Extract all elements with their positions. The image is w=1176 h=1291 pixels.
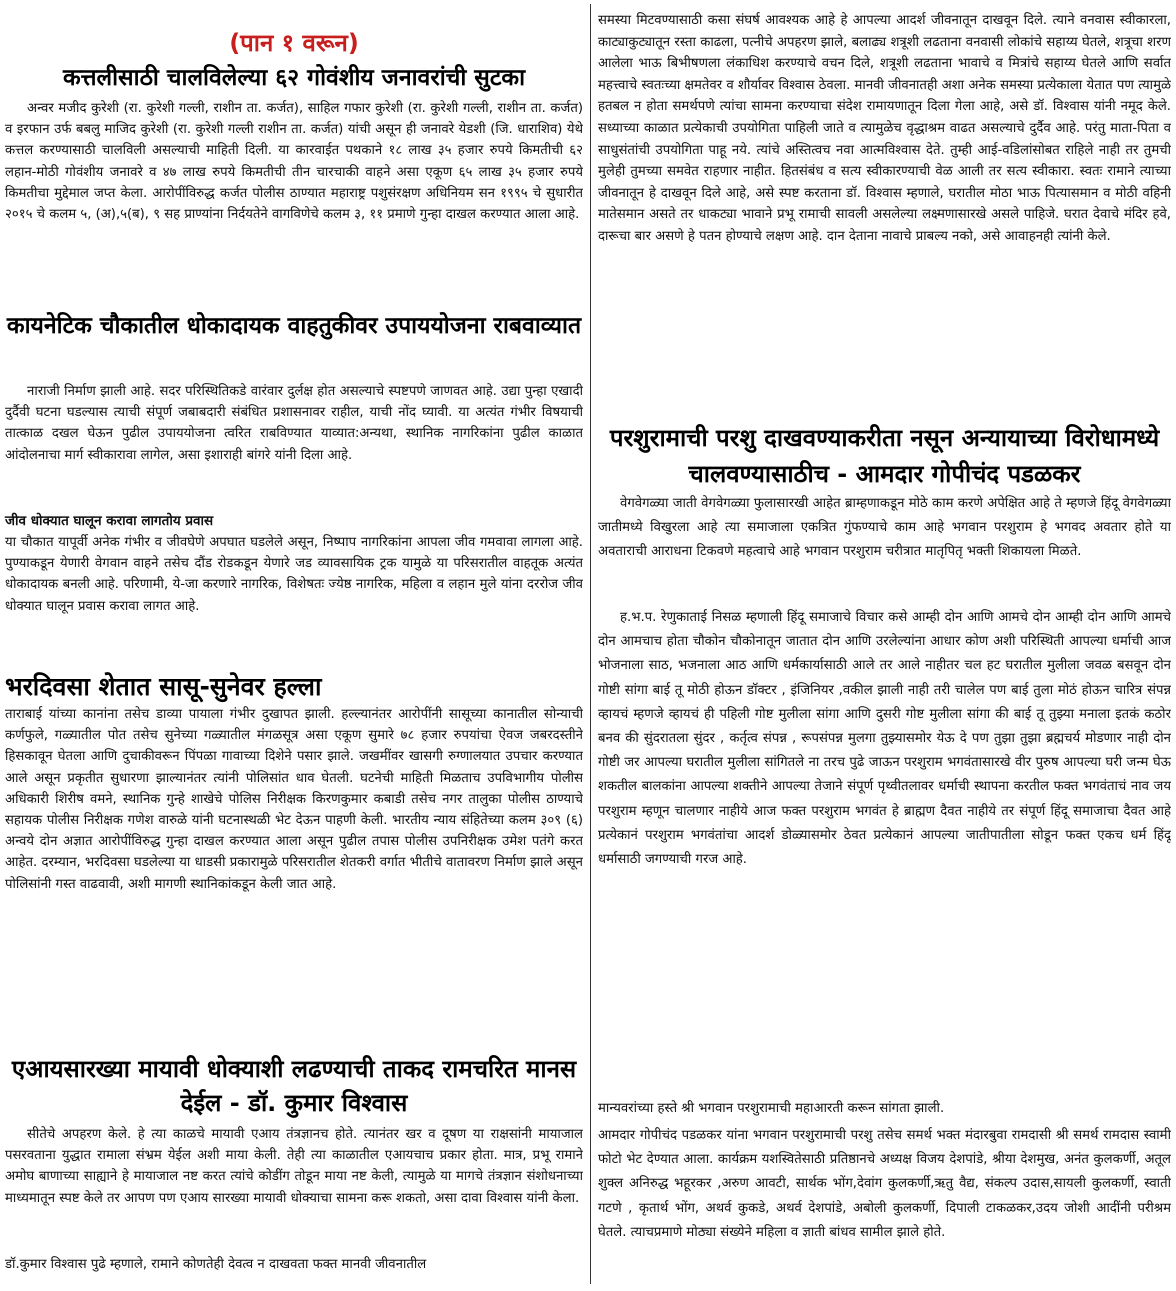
article-ai-body: सीतेचे अपहरण केले. हे त्या काळचे मायावी एआय तंत्रज्ञानच होते. त्यानंतर खर व दूषण या राक्षसांनी मायाजाल पसरवताना युद्धात रामाला संभ्रम येईल अशी माया केली. तेही त्या काळातील एआयचाच प्रकार होता. मात्र, प्रभू रामाने अमोघ बाणाच्या साह्याने हे मायाजाल नष्ट करत त्यांचे कोडींग तोडून माया नष्ट केली, त्यामुळे या मागचे तंत्रज्ञान संशोधनाच्या माध्यमातून स्पष्ट केले तर आपण पण एआय सारख्या मायावी धोक्याचा सामना करू शकतो, असा दावा विश्वास यांनी केला. bbox=[5, 1127, 583, 1206]
article-parshuram-body-4: आमदार गोपीचंद पडळकर यांना भगवान परशुरामाची परशु तसेच समर्थ भक्त मंदारबुवा रामदासी श्री समर्थ रामदास स्वामी फोटो भेट देण्यात आला. कार्यक्रम यशस्वितेसाठी प्रतिष्ठानचे अध्यक्ष विजय देशपांडे, श्रीया देशमुख, अनंत कुलकर्णी, अतूल शुक्ल अनिरुद्ध भहूरकर ,अरुण आवटी, सार्थक भोंग,देवांग कुलकर्णी,ऋतु वैद्य, संकल्प उदास,सायली कुलकर्णी, स्वाती गटणे , कृतार्थ भोंग, अथर्व कुकडे, अथर्व देशपांडे, अबोली कुलकर्णी, दिपाली टाकळकर,उदय जोशी आदींनी परीश्रम घेतले. त्याचप्रमाणे मोठ्या संख्येने महिला व ज्ञाती बांधव सामील झाले होते. bbox=[598, 1128, 1171, 1240]
article-ai-body-2: डॉ.कुमार विश्वास पुढे म्हणाले, रामाने कोणतेही देवत्व न दाखवता फक्त मानवी जीवनातील bbox=[5, 1257, 427, 1272]
article-parshuram-body-3: मान्यवरांच्या हस्ते श्री भगवान परशुरामाची महाआरती करून सांगता झाली. bbox=[598, 1101, 945, 1116]
continued-from-page-1: (पान १ वरून) bbox=[229, 29, 359, 57]
article-kinetic-subheading: जीव धोक्यात घालून करावा लागतोय प्रवास bbox=[5, 513, 214, 529]
article-attack-body: ताराबाई यांच्या कानांना तसेच डाव्या पायाला गंभीर दुखापत झाली. हल्ल्यानंतर आरोपींनी सासूच्या कानातील सोन्याची कर्णफुले, गळ्यातील पोत तसेच सुनेच्या गळ्यातील मंगळसूत्र असा एकूण सुमारे ७८ हजार रुपयांचा ऐवज जबरदस्तीने हिसकावून घेतला आणि दुचाकीवरून पिंपळा गावाच्या दिशेने पसार झाले. जखमींवर खासगी रुग्णालयात उपचार करण्यात आले असून प्रकृतीत सुधारणा झाल्यानंतर त्यांनी पोलिसांत धाव घेतली. घटनेची माहिती मिळताच उपविभागीय पोलीस अधिकारी शिरीष वमने, स्थानिक गुन्हे शाखेचे पोलिस निरीक्षक किरणकुमार कबाडी तसेच नगर तालुका पोलीस ठाण्याचे सहायक पोलीस निरीक्षक गणेश वारुळे यांनी घटनास्थळी भेट देऊन पाहणी केली. भारतीय न्याय संहितेच्या कलम ३०९ (६) अन्वये दोन अज्ञात आरोपींविरुद्ध गुन्हा दाखल करण्यात आला असून पुढील तपास पोलीस उपनिरीक्षक उमेश पतंगे करत आहेत. दरम्यान, भरदिवसा घडलेल्या या धाडसी प्रकारामुळे परिसरातील शेतकरी वर्गात भीतीचे वातावरण निर्माण झाले असून पोलिसांनी गस्त वाढवावी, अशी मागणी स्थानिकांकडून केली जात आहे. bbox=[5, 707, 583, 892]
article-cattle-title: कत्तलीसाठी चालविलेल्या ६२ गोवंशीय जनावरांची सुटका bbox=[62, 65, 526, 91]
article-cattle-body: अन्वर मजीद कुरेशी (रा. कुरेशी गल्ली, राशीन ता. कर्जत), साहिल गफार कुरेशी (रा. कुरेशी गल्ली, राशीन ता. कर्जत) व इरफान उर्फ बबलु माजिद कुरेशी (रा. कुरेशी गल्ली राशीन ता. कर्जत) यांची असून ही जनावरे येडशी (जि. धाराशिव) येथे कत्तल करण्यासाठी चालविली असल्याची माहिती दिली. या कारवाईत पथकाने १८ लाख ३५ हजार रुपये किमतीची ६२ लहान-मोठी गोवंशीय जनावरे व ४७ लाख रुपये किमतीची तीन चारचाकी वाहने असा एकूण ६५ लाख ३५ हजार रुपये किमतीचा मुद्देमाल जप्त केला. आरोपींविरुद्ध कर्जत पोलीस ठाण्यात महाराष्ट्र पशुसंरक्षण अधिनियम सन १९९५ चे सुधारीत २०१५ चे कलम ५, (अ),५(ब), ९ सह प्राण्यांना निर्दयतेने वागविणेचे कलम ३, ११ प्रमाणे गुन्हा दाखल करण्यात आला आहे. bbox=[5, 101, 583, 223]
article-kinetic-body-2: या चौकात यापूर्वी अनेक गंभीर व जीवघेणे अपघात घडलेले असून, निष्पाप नागरिकांना आपला जीव गमवावा लागला आहे. पुण्याकडून येणारी वेगवान वाहने तसेच दौंड रोडकडून येणारे जड व्यावसायिक ट्रक यामुळे या परिसरातील वाहतूक अत्यंत धोकादायक बनली आहे. परिणामी, ये-जा करणारे नागरिक, विशेषतः ज्येष्ठ नागरिक, महिला व लहान मुले यांना दररोज जीव धोक्यात घालून प्रवास करावा लागत आहे. bbox=[5, 535, 583, 614]
article-ai-continued-body: समस्या मिटवण्यासाठी कसा संघर्ष आवश्यक आहे हे आपल्या आदर्श जीवनातून दाखवून दिले. त्याने वनवास स्वीकारला, काट्याकुट्यातून रस्ता काढला, पत्नीचे अपहरण झाले, बलाढ्य शत्रूशी लढताना वनवासी लोकांचे सहाय्य घेतले, शत्रूचा शरण आलेला भाऊ बिभीषणला लंकाधिश करण्याचे वचन दिले, शत्रूशी लढताना भावाचे व मित्रांचे सहाय्य घेतले आणि सर्वात महत्त्वाचे स्वतःच्या क्षमतेवर व शौर्यावर विश्वास ठेवला. मानवी जीवनातही अशा अनेक समस्या प्रत्येकाला येतात पण त्यामुळे हतबल न होता समर्थपणे त्यांचा सामना करण्याचा संदेश रामायणातून दिला गेला आहे, असे डॉ. विश्वास यांनी नमूद केले. सध्याच्या काळात प्रत्येकाची उपयोगिता पाहिली जाते व त्यामुळेच वृद्धाश्रम वाढत असल्याचे दुर्दैव आहे. परंतु माता-पिता व साधुसंतांची उपयोगिता पाहू नये. त्यांचे अस्तित्वच नवा आत्मविश्वास देते. तुम्ही आई-वडिलांसोबत राहिले नाही तर तुमची मुलेही तुमच्या समवेत राहणार नाहीत. हितसंबंध व सत्य स्वीकारण्याची वेळ आली तर सत्य स्वीकारा. स्वतः रामाने त्याच्या जीवनातून हे दाखवून दिले आहे, असे स्पष्ट करताना डॉ. विश्वास म्हणाले, घरातील मोठा भाऊ पित्यासमान व मोठी वहिनी मातेसमान असते तर धाकट्या भावाने प्रभू रामाची सावली असलेल्या लक्ष्मणासारखे असले पाहिजे. घरात देवाचे मंदिर हवे, दारूचा बार असणे हे पतन होण्याचे लक्षण आहे. दान देताना नावाचे प्राबल्य नको, असे आवाहनही त्यांनी केले. bbox=[598, 13, 1171, 244]
article-attack-title: भरदिवसा शेतात सासू-सुनेवर हल्ला bbox=[5, 672, 322, 701]
article-ai-title: एआयसारख्या मायावी धोक्याशी लढण्याची ताकद रामचरित मानस देईल - डॉ. कुमार विश्वास bbox=[11, 1055, 577, 1117]
article-kinetic-title: कायनेटिक चौकातील धोकादायक वाहतुकीवर उपाययोजना राबवाव्यात bbox=[6, 313, 582, 339]
article-parshuram-body-1: वेगवेगळ्या जाती वेगवेगळ्या फुलासारखी आहेत ब्राम्हणाकडून मोठे काम करणे अपेक्षित आहे ते म्हणजे हिंदू वेगवेगळ्या जातीमध्ये विखुरला आहे त्या समाजाला एकत्रित गुंफण्याचे काम आहे भगवान परशुराम हे भगवद अवतार होते या अवताराची आराधना टिकवणे महत्वाचे आहे भगवान परशुराम चरीत्रात मातृपितृ भक्ती शिकायला मिळते. bbox=[598, 496, 1171, 559]
article-parshuram-title: परशुरामाची परशु दाखवण्याकरीता नसून अन्यायाच्या विरोधामध्ये चालवण्यासाठीच - आमदार गोपीचंद पडळकर bbox=[609, 424, 1160, 488]
column-divider bbox=[590, 4, 591, 1284]
article-kinetic-body: नाराजी निर्माण झाली आहे. सदर परिस्थितिकडे वारंवार दुर्लक्ष होत असल्याचे स्पष्टपणे जाणवत आहे. उद्या पुन्हा एखादी दुर्दैवी घटना घडल्यास त्याची संपूर्ण जबाबदारी संबंधित प्रशासनावर राहील, याची नोंद घ्यावी. या अत्यंत गंभीर विषयाची तात्काळ दखल घेऊन पुढील उपाययोजना त्वरित राबविण्यात याव्यात:अन्यथा, स्थानिक नागरिकांना पुढील काळात आंदोलनाचा मार्ग स्वीकारावा लागेल, असा इशाराही बांगरे यांनी दिला आहे. bbox=[5, 384, 583, 463]
article-parshuram-body-2: ह.भ.प. रेणुकाताई निसळ म्हणाली हिंदू समाजाचे विचार कसे आम्ही दोन आणि आमचे दोन आम्ही दोन आणि आमचे दोन आमचाच होता चौकोन चौकोनातून जातात दोन आणि उरलेल्यांना आधार कोण अशी परिस्थिती आपल्या धर्माची आज भोजनाला साठ, भजनाला आठ आणि धर्मकार्यासाठी आले तर आले नाहीतर चल हट घरातील मुलीला जवळ बसवून दोन गोष्टी सांगा बाई तू मोठी होऊन डॉक्टर , इंजिनियर ,वकील झाली नाही तरी चालेल पण बाई तुला मोठं होऊन चारित्र संपन्न व्हायचं म्हणजे व्हायचं ही पहिली गोष्ट मुलीला सांगा आणि दुसरी गोष्ट मुलीला सांगा की बाई तू तुझ्या मनाला इतकं कठोर बनव की सुंदरातला सुंदर , कर्तृत्व संपन्न , रूपसंपन्न मुलगा तुझ्यासमोर येऊ दे पण तुझा तुझा ब्रह्मचर्य मोडणार नाही दोन गोष्टी जर आपल्या घरातील मुलीला सांगितले ना तरच पुढे जाऊन परशुराम भगवंतासारखे वीर पुरुष आपल्या घरी जन्म घेऊ शकतील बालकांना आपल्या शक्तीने आपल्या तेजाने संपूर्ण पृथ्वीतलावर धर्माची स्थापना करतील फक्त भगवंताचं नाव जय परशुराम म्हणून चालणार नाहीये आज फक्त परशुराम भगवंत हे ब्राह्मण दैवत नाहीये तर संपूर्ण हिंदू समाजाचा दैवत आहे प्रत्येकानं परशुराम भगवंतांचा आदर्श डोळ्यासमोर ठेवत प्रत्येकानं आपल्या जातीपातीला सोडून फक्त एकच धर्म हिंदू धर्मासाठी जगण्याची गरज आहे. bbox=[598, 610, 1171, 868]
